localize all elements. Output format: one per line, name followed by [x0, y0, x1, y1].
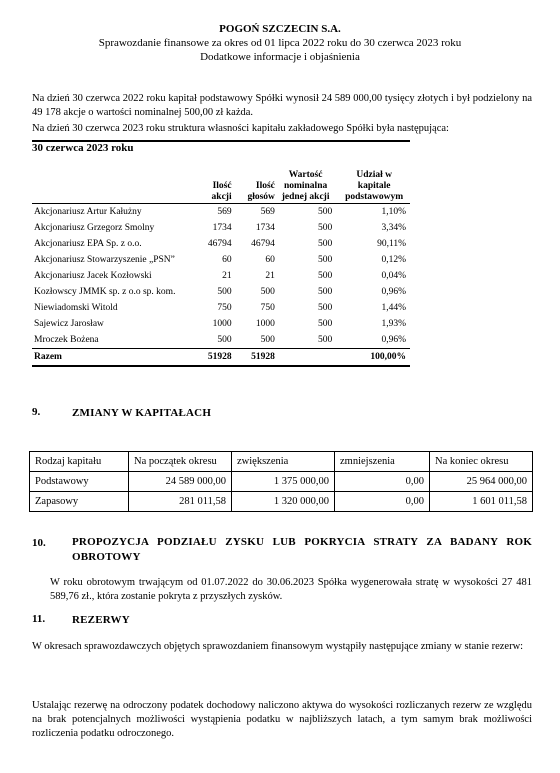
table-row [32, 220, 410, 236]
share-percent: 1,10% [381, 207, 406, 217]
increase-value: 1 375 000,00 [232, 472, 335, 492]
table-row [32, 316, 410, 332]
nominal-value: 500 [318, 335, 333, 345]
header-capital-type: Rodzaj kapitału [30, 452, 129, 472]
total-votes: 51928 [251, 352, 275, 362]
capital-type: Zapasowy [30, 492, 129, 512]
section-9-title: ZMIANY W KAPITAŁACH [72, 407, 212, 419]
vote-count: 1734 [255, 223, 275, 233]
table-row [32, 332, 410, 349]
vote-count: 21 [265, 271, 275, 281]
shareholder-name: Akcjonariusz Grzegorz Smolny [34, 223, 155, 233]
share-percent: 3,34% [381, 223, 406, 233]
shareholder-name: Kozłowscy JMMK sp. z o.o sp. kom. [34, 287, 176, 297]
shareholder-name: Sajewicz Jarosław [34, 319, 104, 329]
opening-value: 24 589 000,00 [129, 472, 232, 492]
table-row [32, 236, 410, 252]
share-count: 500 [217, 287, 232, 297]
capital-type: Podstawowy [30, 472, 129, 492]
vote-count: 1000 [255, 319, 275, 329]
nominal-value: 500 [318, 271, 333, 281]
share-percent: 1,44% [381, 303, 406, 313]
share-percent: 0,96% [381, 335, 406, 345]
table-row [30, 492, 533, 512]
vote-count: 60 [265, 255, 275, 265]
total-shares: 51928 [207, 352, 232, 362]
header-share-pct: Udział w kapitale podstawowym [345, 170, 404, 202]
share-count: 21 [222, 271, 232, 281]
share-count: 46794 [207, 239, 232, 249]
closing-value: 25 964 000,00 [430, 472, 533, 492]
share-percent: 1,93% [381, 319, 406, 329]
section-10-number: 10. [32, 537, 46, 549]
header-closing: Na koniec okresu [430, 452, 533, 472]
section-10-title: PROPOZYCJA PODZIAŁU ZYSKU LUB POKRYCIA STRATY ZA BADANY ROK OBROTOWY [72, 536, 532, 563]
header-opening: Na początek okresu [129, 452, 232, 472]
section-11-number: 11. [32, 613, 46, 625]
ownership-table [32, 155, 410, 367]
share-count: 60 [222, 255, 232, 265]
nominal-value: 500 [318, 239, 333, 249]
header-nominal: Wartość nominalna jednej akcji [281, 170, 330, 202]
share-percent: 90,11% [377, 239, 406, 249]
nominal-value: 500 [318, 287, 333, 297]
increase-value: 1 320 000,00 [232, 492, 335, 512]
capital-table-header [30, 452, 533, 472]
shareholder-name: Akcjonariusz Stowarzyszenie „PSN” [34, 255, 175, 265]
nominal-value: 500 [318, 255, 333, 265]
section-9-number: 9. [32, 406, 41, 418]
report-subtitle: Dodatkowe informacje i objaśnienia [200, 51, 360, 63]
section-11-title: REZERWY [72, 614, 130, 626]
share-count: 750 [217, 303, 232, 313]
share-percent: 0,96% [381, 287, 406, 297]
table-row [32, 284, 410, 300]
total-row [32, 349, 410, 367]
opening-value: 281 011,58 [129, 492, 232, 512]
shareholder-name: Niewiadomski Witold [34, 303, 118, 313]
share-count: 569 [217, 207, 232, 217]
section-10-body: W roku obrotowym trwającym od 01.07.2022 do 30.06.2023 Spółka wygenerowała stratę w wysokości 27 481 589,76 zł., która zostanie pokryta z przyszłych zysków. [50, 577, 532, 602]
share-percent: 0,12% [381, 255, 406, 265]
share-count: 1000 [212, 319, 232, 329]
capital-changes-table [29, 451, 533, 512]
nominal-value: 500 [318, 207, 333, 217]
shareholder-name: Akcjonariusz Jacek Kozłowski [34, 271, 152, 281]
shareholder-name: Akcjonariusz Artur Kałużny [34, 207, 142, 217]
table-row [32, 204, 410, 221]
total-nominal [277, 349, 340, 367]
header-decreases: zmniejszenia [335, 452, 430, 472]
shareholder-name: Mroczek Bożena [34, 335, 99, 345]
shareholder-name: Akcjonariusz EPA Sp. z o.o. [34, 239, 142, 249]
section-11-paragraph-2: Ustalając rezerwę na odroczony podatek dochodowy naliczono aktywa do wysokości rozliczanych rezerw ze względu na brak potencjalnych możliwości wystąpienia podatku w najbliższych latach, a tym samym brak możliwości rozliczenia podatku odroczonego. [32, 700, 532, 739]
vote-count: 500 [260, 335, 275, 345]
ownership-table-title: 30 czerwca 2023 roku [32, 142, 134, 154]
share-count: 500 [217, 335, 232, 345]
total-percent: 100,00% [370, 352, 406, 362]
table-row [32, 300, 410, 316]
decrease-value: 0,00 [335, 492, 430, 512]
table-row [32, 252, 410, 268]
total-label: Razem [34, 352, 62, 362]
vote-count: 500 [260, 287, 275, 297]
header-increases: zwiększenia [232, 452, 335, 472]
share-count: 1734 [212, 223, 232, 233]
vote-count: 750 [260, 303, 275, 313]
company-name: POGOŃ SZCZECIN S.A. [219, 23, 341, 35]
table-row [30, 472, 533, 492]
nominal-value: 500 [318, 303, 333, 313]
nominal-value: 500 [318, 319, 333, 329]
closing-value: 1 601 011,58 [430, 492, 533, 512]
ownership-table-header [32, 155, 410, 204]
share-percent: 0,04% [381, 271, 406, 281]
section-11-paragraph-1: W okresach sprawozdawczych objętych sprawozdaniem finansowym wystąpiły następujące zmiany w stanie rezerw: [32, 641, 524, 652]
intro-paragraph-1: Na dzień 30 czerwca 2022 roku kapitał podstawowy Spółki wynosił 24 589 000,00 tysięcy złotych i był podzielony na 49 178 akcje o wartości nominalnej 500,00 zł każda. [32, 93, 532, 118]
intro-paragraph-2: Na dzień 30 czerwca 2023 roku struktura własności kapitału zakładowego Spółki była następująca: [32, 123, 449, 134]
table-row [32, 268, 410, 284]
vote-count: 46794 [251, 239, 275, 249]
header-votes: Ilość głosów [247, 181, 275, 202]
nominal-value: 500 [318, 223, 333, 233]
header-shares: Ilość akcji [211, 181, 232, 202]
decrease-value: 0,00 [335, 472, 430, 492]
report-title: Sprawozdanie finansowe za okres od 01 lipca 2022 roku do 30 czerwca 2023 roku [98, 37, 462, 49]
vote-count: 569 [260, 207, 275, 217]
